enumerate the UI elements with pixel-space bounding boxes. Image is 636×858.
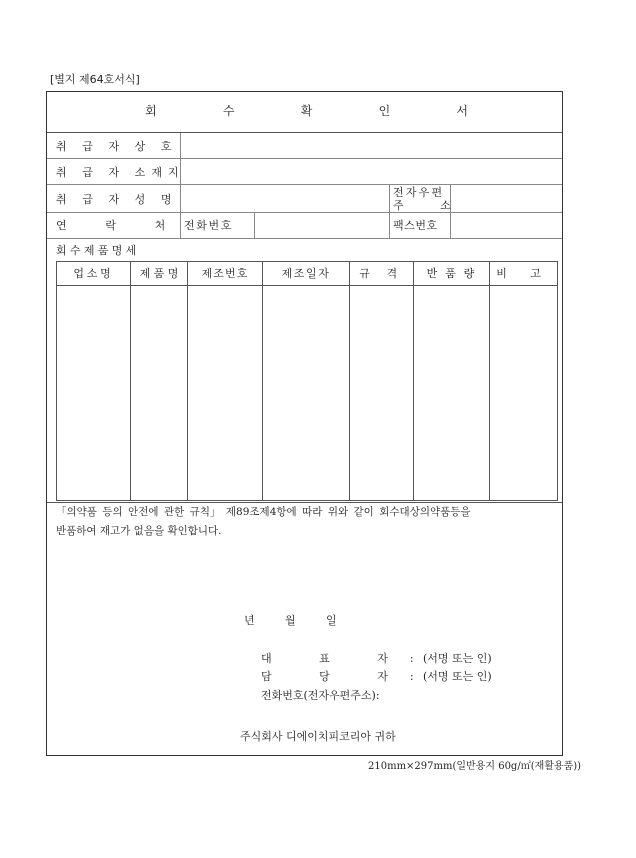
email-label-top: 전자우편 [393,186,445,199]
date-day: 일 [326,614,337,627]
detail-section-title: 회수제품명세 [56,244,140,257]
phone-label: 전화번호 [184,219,234,232]
representative-sign: (서명 또는 인) [423,652,492,665]
table-body-area[interactable] [57,286,557,500]
table-header: 규 격 [359,267,404,280]
addressee: 주식회사 디에이치피코리아 귀하 [240,730,396,743]
statement-line-1: 「의약품 등의 안전에 관한 규칙」 제89조제4항에 따라 위와 같이 회수대상의약품등을 [56,506,471,518]
table-header: 반 품 량 [426,267,477,280]
person-name-label: 취 급 자 성 명 [56,193,178,206]
phone-field[interactable] [255,213,388,238]
page-title: 회 수 확 인 서 [145,104,500,118]
row-divider [47,238,562,239]
date-year: 년 [244,614,255,627]
date-month: 월 [285,614,296,627]
email-label-bottom: 주 소 [393,199,468,212]
address-label: 취 급 자 소재지 [56,166,185,179]
table-header: 비 고 [496,267,551,280]
statement-divider [47,502,562,503]
phone-email-label: 전화번호(전자우편주소): [261,689,380,702]
fax-field[interactable] [451,213,561,238]
table-header: 제 품 명 [139,267,179,280]
manager-label: 담 당 자: [261,670,436,683]
person-name-field[interactable] [181,185,388,212]
representative-label: 대 표 자: [261,652,436,665]
manager-sign: (서명 또는 인) [423,670,492,683]
statement-line-2: 반품하여 재고가 없음을 확인합니다. [56,525,222,537]
email-field[interactable] [451,185,561,212]
table-header: 제조일자 [281,267,331,280]
contact-label: 연 락 처 [56,219,183,232]
paper-spec: 210mm×297mm(일반용지 60g/㎡(재활용품)) [368,761,582,772]
address-field[interactable] [181,159,561,184]
fax-label: 팩스번호 [393,219,438,232]
company-name-label: 취 급 자 상 호 [56,140,178,153]
table-header: 제조번호 [201,267,249,280]
company-name-field[interactable] [181,133,561,158]
form-number: [별지 제64호서식] [50,73,140,86]
table-header: 업소명 [73,267,114,280]
email-label-divider [389,184,390,238]
